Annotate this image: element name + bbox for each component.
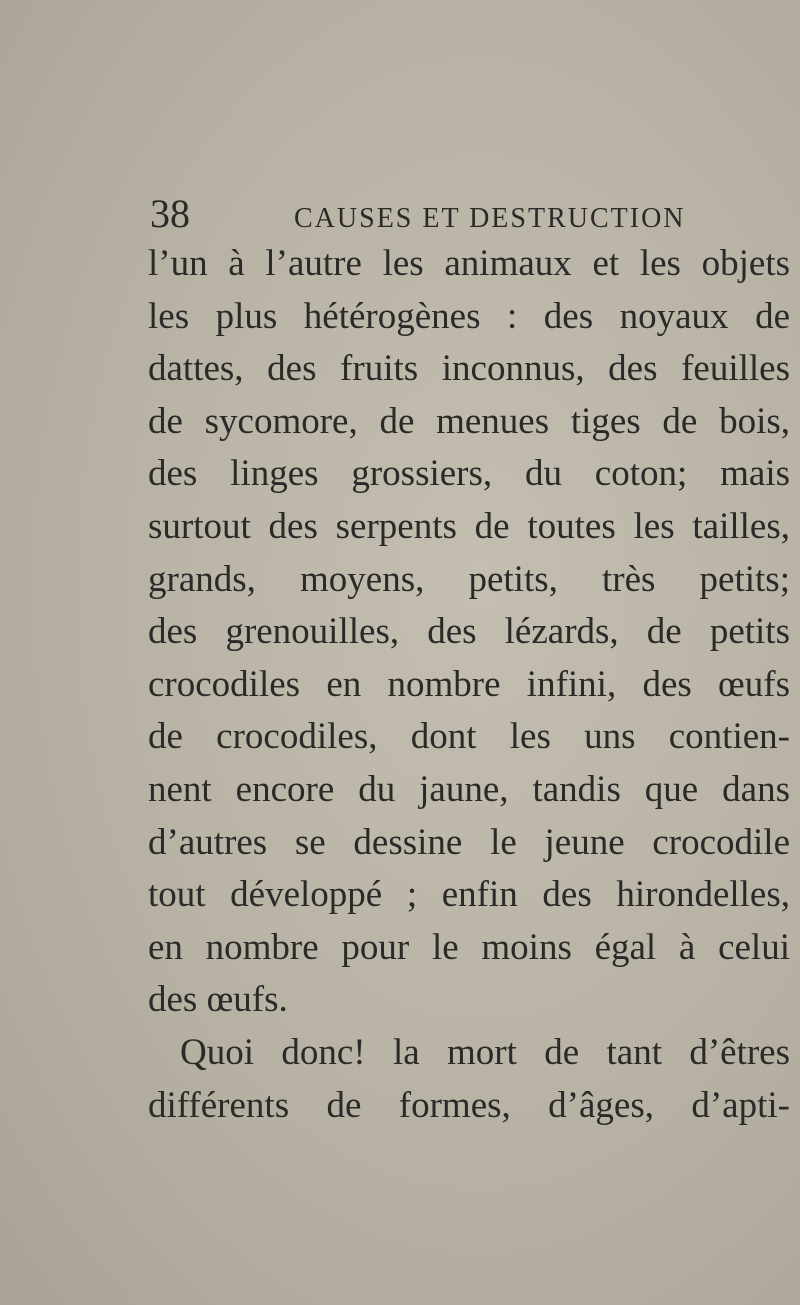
text-line: crocodiles en nombre infini, des œufs [148,663,790,705]
text-line: des œufs. [148,979,288,1021]
text-line: de crocodiles, dont les uns contien- [148,716,790,758]
text-line: tout développé ; enfin des hirondelles, [148,874,790,916]
text-line: surtout des serpents de toutes les tailles, [148,505,790,547]
body-text [148,238,790,1132]
text-line: nent encore du jaune, tandis que dans [148,768,790,810]
text-line: l’un à l’autre les animaux et les objets [148,243,790,284]
text-line: les plus hétérogènes : des noyaux de [148,295,790,337]
page-number: 38 [150,191,190,236]
text-line: d’autres se dessine le jeune crocodile [148,821,790,863]
text-line: des grenouilles, des lézards, de petits [148,611,790,653]
text-line: dattes, des fruits inconnus, des feuilles [148,348,790,390]
text-line: de sycomore, de menues tiges de bois, [148,400,790,442]
text-line: grands, moyens, petits, très petits; [148,558,790,600]
text-line: en nombre pour le moins égal à celui [148,926,790,968]
text-line: Quoi donc! la mort de tant d’êtres [180,1031,790,1073]
text-line: différents de formes, d’âges, d’apti- [148,1084,790,1126]
text-line: des linges grossiers, du coton; mais [148,453,790,495]
page-header [150,190,710,237]
running-title: CAUSES ET DESTRUCTION [294,203,686,234]
